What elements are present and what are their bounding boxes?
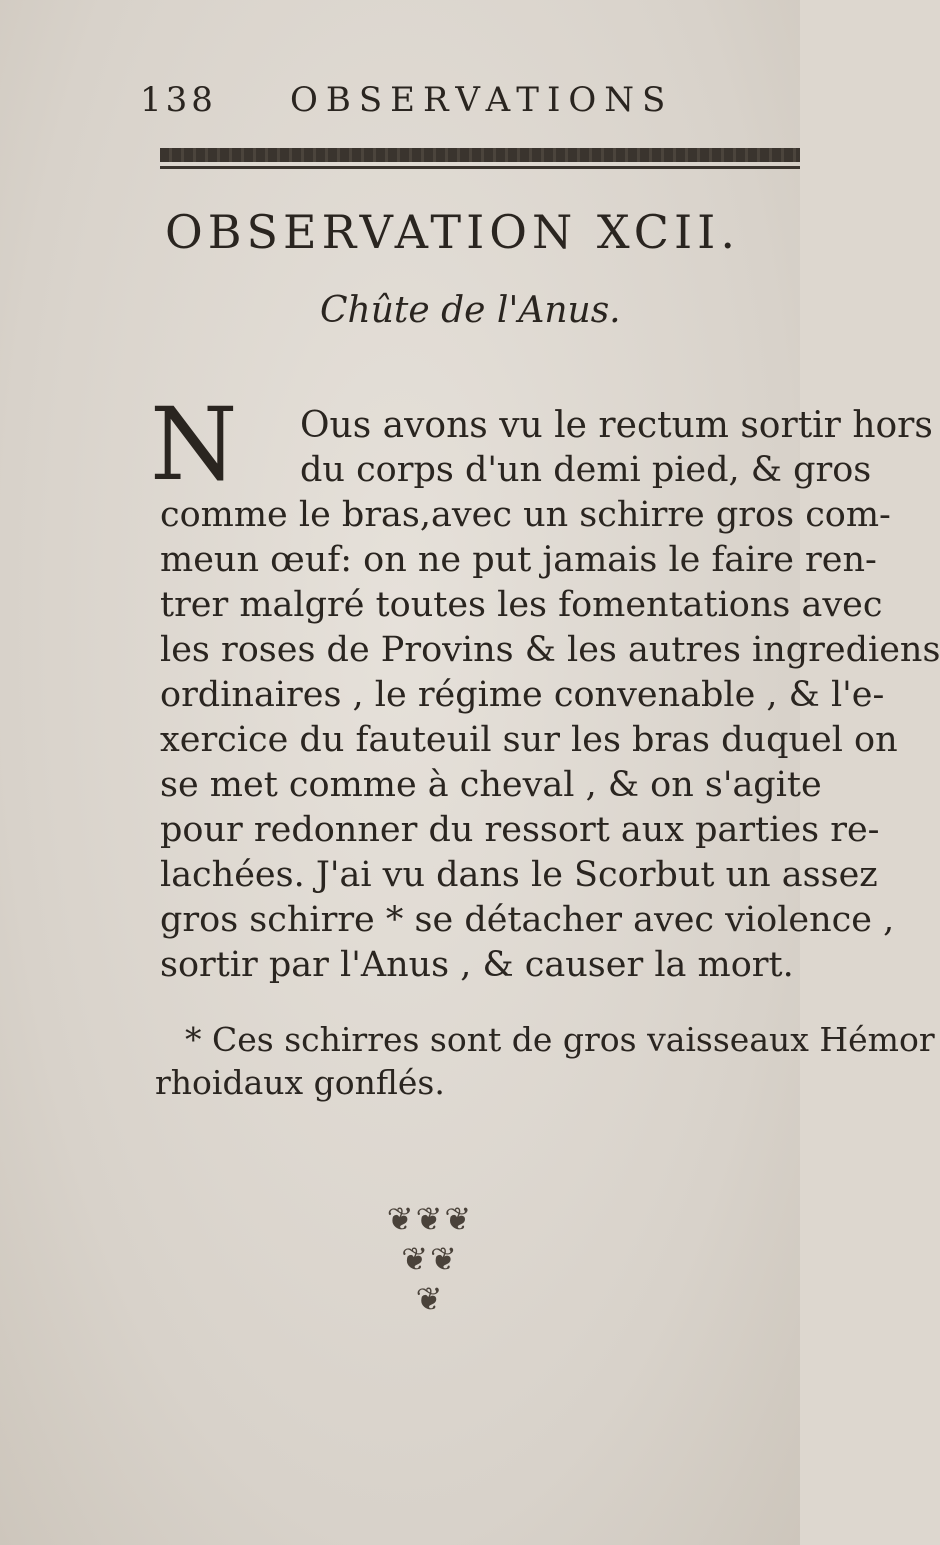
body-line: les roses de Provins & les autres ingrediens [160, 630, 940, 670]
body-first-line: Ous avons vu le rectum sortir hors [300, 405, 933, 446]
page-number: 138 [140, 80, 217, 120]
footnote-line: * Ces schirres sont de gros vaisseaux Hémor [185, 1020, 935, 1059]
body-line: pour redonner du ressort aux parties re- [160, 810, 880, 850]
observation-title: OBSERVATION XCII. [165, 205, 740, 259]
running-title: OBSERVATIONS [290, 80, 674, 120]
fleuron-ornament-icon: ❦❦❦ [386, 1200, 474, 1238]
page-header [140, 80, 790, 140]
rule-underline [160, 166, 800, 169]
body-line: gros schirre * se détacher avec violence , [160, 900, 895, 940]
body-line: se met comme à cheval , & on s'agite [160, 765, 822, 805]
observation-subtitle: Chûte de l'Anus. [320, 290, 621, 331]
fleuron-ornament-icon: ❦❦ [401, 1240, 459, 1278]
body-line: du corps d'un demi pied, & gros [300, 450, 872, 490]
body-line: lachées. J'ai vu dans le Scorbut un assez [160, 855, 878, 895]
body-line: comme le bras,avec un schirre gros com- [160, 495, 891, 535]
ornamental-rule [160, 148, 800, 162]
body-line: meun œuf: on ne put jamais le faire ren- [160, 540, 877, 580]
body-line: xercice du fauteuil sur les bras duquel on [160, 720, 898, 760]
body-line: ordinaires , le régime convenable , & l'e- [160, 675, 885, 715]
footnote-line: rhoidaux gonflés. [155, 1063, 445, 1102]
body-line: trer malgré toutes les fomentations avec [160, 585, 883, 625]
body-line: sortir par l'Anus , & causer la mort. [160, 945, 794, 985]
drop-cap: N [150, 386, 238, 503]
fleuron-ornament-icon: ❦ [415, 1280, 445, 1318]
